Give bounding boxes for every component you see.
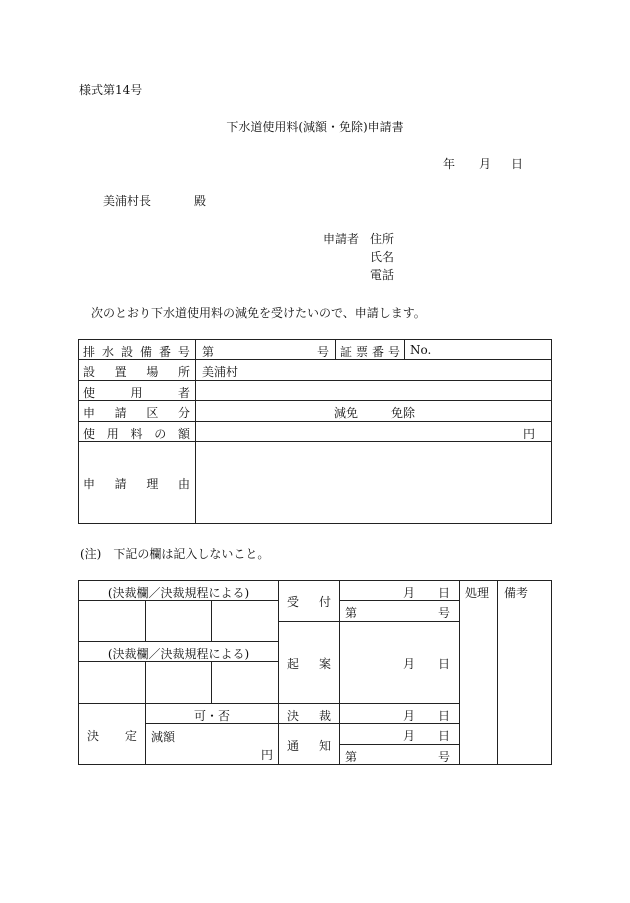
reason-label: 申 請 理 由 [83, 477, 190, 491]
reduction-unit: 円 [261, 748, 274, 762]
category-label: 申 請 区 分 [83, 406, 190, 420]
notice-day: 日 [438, 729, 451, 743]
date-year: 年 [443, 157, 456, 171]
drain-number-suffix: 号 [317, 345, 330, 359]
settlement-month: 月 [403, 709, 416, 723]
decision-label: 決 定 [87, 729, 137, 743]
location-label: 設 置 場 所 [83, 365, 190, 379]
date-day: 日 [511, 157, 524, 171]
draft-day: 日 [438, 657, 451, 671]
date-month: 月 [479, 157, 492, 171]
notice-number-suffix: 号 [438, 750, 451, 764]
note-text: (注) 下記の欄は記入しないこと。 [80, 547, 270, 561]
notice-label: 通 知 [287, 739, 331, 753]
user-label: 使 用 者 [83, 386, 190, 400]
reception-month: 月 [403, 586, 416, 600]
drain-number-prefix: 第 [202, 345, 215, 359]
applicant-address-label: 住所 [370, 232, 395, 246]
approve-reject: 可・否 [193, 709, 230, 723]
amount-label: 使 用 料 の 額 [83, 427, 190, 441]
notice-month: 月 [403, 729, 416, 743]
drain-number-label: 排 水 設 備 番 号 [83, 345, 190, 359]
form-number: 様式第14号 [79, 83, 143, 97]
form-title: 下水道使用料(減額・免除)申請書 [226, 120, 404, 134]
reception-number-prefix: 第 [345, 606, 358, 620]
processing-label: 処理 [465, 586, 490, 600]
approval-header-1: (決裁欄／決裁規程による) [107, 586, 250, 600]
draft-month: 月 [403, 657, 416, 671]
addressee-name: 美浦村長 [103, 194, 152, 208]
location-value: 美浦村 [202, 365, 239, 379]
remarks-label: 備考 [504, 586, 529, 600]
reduction-label: 減額 [151, 730, 176, 744]
draft-label: 起 案 [287, 657, 331, 671]
applicant-name-label: 氏名 [370, 250, 395, 264]
reception-day: 日 [438, 586, 451, 600]
cert-number-value: No. [410, 343, 432, 357]
amount-unit: 円 [523, 427, 536, 441]
category-reduce: 減免 [334, 406, 359, 420]
notice-number-prefix: 第 [345, 750, 358, 764]
settlement-day: 日 [438, 709, 451, 723]
cert-number-label: 証 票 番 号 [340, 345, 400, 359]
intro-text: 次のとおり下水道使用料の減免を受けたいので、申請します。 [91, 306, 426, 320]
addressee-honorific: 殿 [194, 194, 207, 208]
category-exempt: 免除 [391, 406, 416, 420]
approval-header-2: (決裁欄／決裁規程による) [107, 647, 250, 661]
settlement-label: 決 裁 [287, 709, 331, 723]
reception-label: 受 付 [287, 595, 331, 609]
reception-number-suffix: 号 [438, 606, 451, 620]
applicant-label: 申請者 [323, 232, 360, 246]
applicant-phone-label: 電話 [370, 268, 395, 282]
